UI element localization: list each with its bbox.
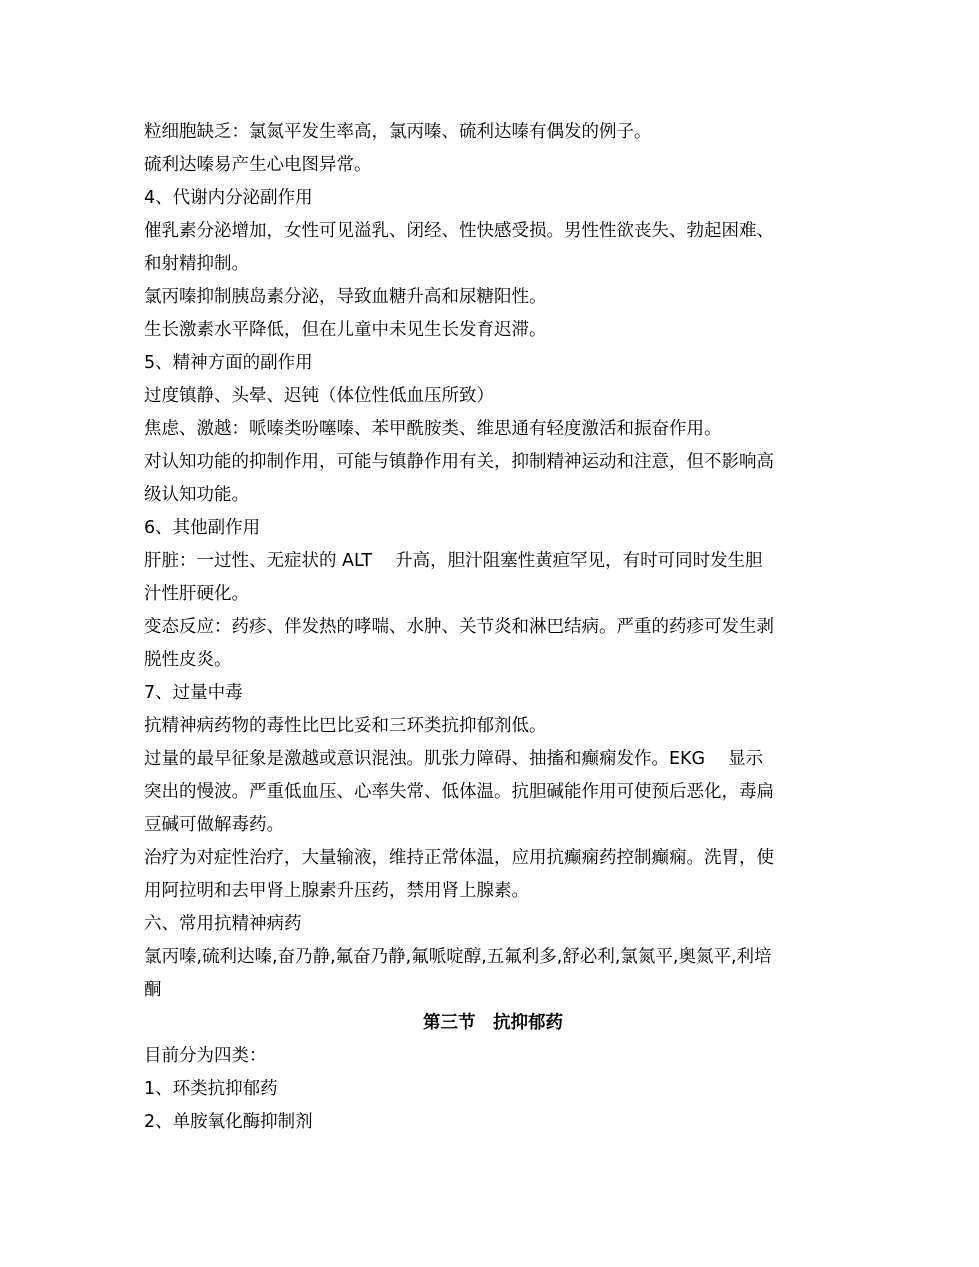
text-line: 过度镇静、头晕、迟钝（体位性低血压所致） [144, 386, 494, 406]
text-line: 治疗为对症性治疗，大量输液，维持正常体温，应用抗癫痫药控制癫痫。洗胃，使 [144, 848, 774, 868]
text-line: 肝脏：一过性、无症状的 ALT 升高，胆汁阻塞性黄疸罕见，有时可同时发生胆 [144, 551, 763, 571]
text-line: 过量的最早征象是激越或意识混浊。肌张力障碍、抽搐和癫痫发作。EKG 显示 [144, 749, 764, 769]
section-heading: 6、其他副作用 [144, 518, 261, 538]
section-heading: 六、常用抗精神病药 [144, 914, 302, 934]
list-item: 2、单胺氧化酶抑制剂 [144, 1112, 313, 1132]
text-line: 汁性肝硬化。 [144, 584, 249, 604]
text-line: 豆碱可做解毒药。 [144, 815, 284, 835]
list-item: 1、环类抗抑郁药 [144, 1079, 278, 1099]
chapter-heading: 第三节 抗抑郁药 [423, 1013, 563, 1033]
text-line: 硫利达嗪易产生心电图异常。 [144, 155, 372, 175]
text-line: 用阿拉明和去甲肾上腺素升压药，禁用肾上腺素。 [144, 881, 529, 901]
text-line: 氯丙嗪,硫利达嗪,奋乃静,氟奋乃静,氟哌啶醇,五氟利多,舒必利,氯氮平,奥氮平,利培 [144, 947, 772, 967]
text-line: 抗精神病药物的毒性比巴比妥和三环类抗抑郁剂低。 [144, 716, 547, 736]
document-body [144, 116, 842, 1139]
text-line: 级认知功能。 [144, 485, 249, 505]
text-line: 生长激素水平降低，但在儿童中未见生长发育迟滞。 [144, 320, 547, 340]
text-line: 变态反应：药疹、伴发热的哮喘、水肿、关节炎和淋巴结病。严重的药疹可发生剥 [144, 617, 774, 637]
text-line: 酮 [144, 980, 162, 1000]
text-line: 粒细胞缺乏：氯氮平发生率高，氯丙嗪、硫利达嗪有偶发的例子。 [144, 122, 652, 142]
text-line: 目前分为四类： [144, 1046, 267, 1066]
text-line: 对认知功能的抑制作用，可能与镇静作用有关，抑制精神运动和注意，但不影响高 [144, 452, 774, 472]
section-heading: 5、精神方面的副作用 [144, 353, 313, 373]
text-line: 突出的慢波。严重低血压、心率失常、低体温。抗胆碱能作用可使预后恶化，毒扁 [144, 782, 774, 802]
section-heading: 4、代谢内分泌副作用 [144, 188, 313, 208]
section-heading: 7、过量中毒 [144, 683, 243, 703]
text-line: 和射精抑制。 [144, 254, 249, 274]
text-line: 焦虑、激越：哌嗪类吩噻嗪、苯甲酰胺类、维思通有轻度激活和振奋作用。 [144, 419, 722, 439]
text-line: 催乳素分泌增加，女性可见溢乳、闭经、性快感受损。男性性欲丧失、勃起困难、 [144, 221, 774, 241]
text-line: 氯丙嗪抑制胰岛素分泌，导致血糖升高和尿糖阳性。 [144, 287, 547, 307]
text-line: 脱性皮炎。 [144, 650, 232, 670]
